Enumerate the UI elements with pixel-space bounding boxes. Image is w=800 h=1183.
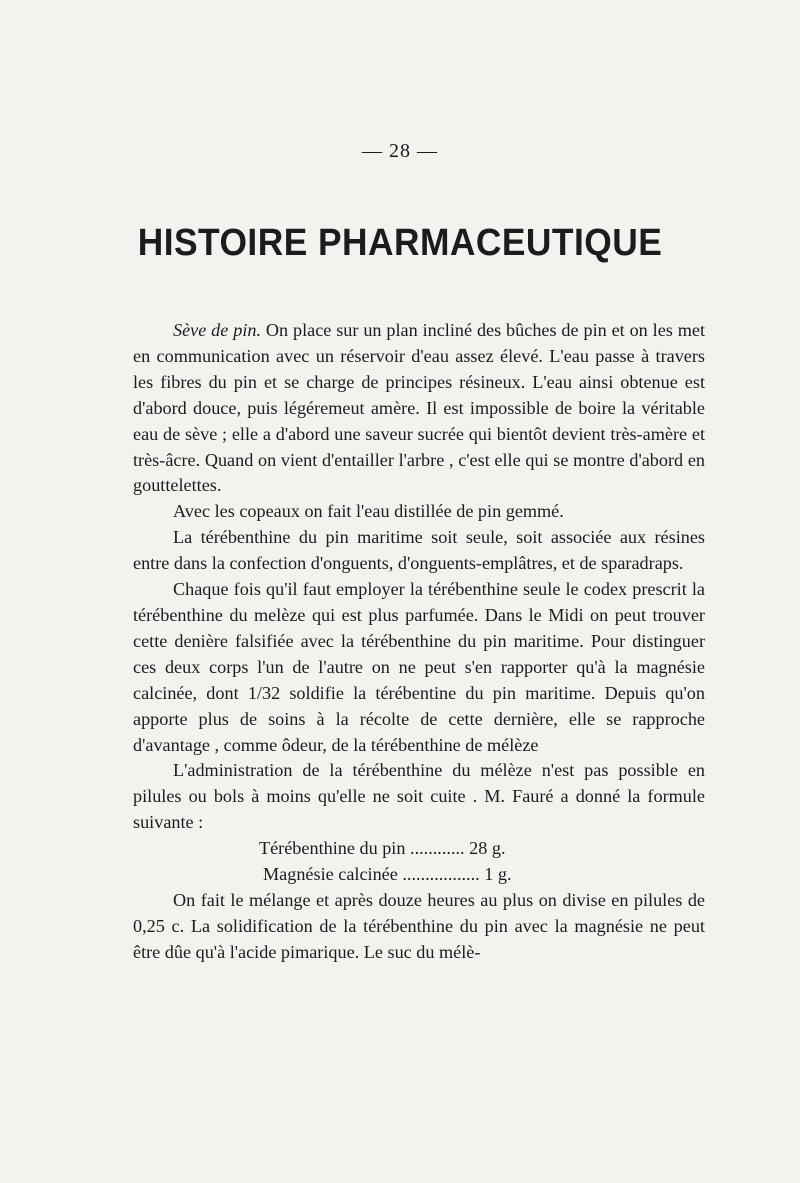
paragraph-codex: Chaque fois qu'il faut employer la térébenthine seule le codex prescrit la térébenthine du melèze qui est plus parfumée. Dans le Midi on peut trouver cette denière falsifiée avec la térébenthine du pin maritime. Pour distinguer ces deux corps l'un de l'autre on ne peut s'en rapporter qu'à la magnésie calcinée, dont 1/32 soldifie la térébentine du pin maritime. Depuis qu'on apporte plus de soins à la récolte de cette dernière, elle se rapproche d'avantage , comme ôdeur, de la térébenthine de mélèze [133,579,705,755]
formula-leader: ............ [405,838,470,859]
formula-ingredient: Térébenthine du pin [259,838,406,859]
paragraph-melange: On fait le mélange et après douze heures au plus on divise en pilules de 0,25 c. La solidification de la térébenthine du pin avec la magnésie ne peut être dûe qu'à l'acide pimarique. Le suc du mélè- [133,889,705,962]
paragraph-pin-maritime: La térébenthine du pin maritime soit seule, soit associée aux résines entre dans la confection d'onguents, d'onguents-emplâtres, et de sparadraps. [133,527,705,574]
paragraph-seve-de-pin [133,318,705,499]
formula-leader: ................. [397,864,485,885]
page-number: — 28 — [362,140,438,162]
formula-amount: 1 g. [484,864,512,885]
formula-line [133,836,705,862]
paragraph-copeaux: Avec les copeaux on fait l'eau distillée de pin gemmé. [173,501,564,522]
paragraph-lead: Sève de pin. [173,320,262,340]
body-text [133,318,705,966]
page-title: HISTOIRE PHARMACEUTIQUE [137,222,663,264]
formula-line [133,862,705,888]
paragraph-text: On place sur un plan incliné des bûches de pin et on les met en communication avec un réservoir d'eau assez élevé. L'eau passe à travers les fibres du pin et se charge de principes résineux. L'eau ainsi obtenue est d'abord douce, puis légéremeut amère. Il est impossible de boire la véritable eau de sève ; elle a d'abord une saveur sucrée qui bientôt devient très-amère et très-âcre. Quand on vient d'entailler l'arbre , c'est elle qui se montre d'abord en gouttelettes. [133,320,705,496]
paragraph-administration: L'administration de la térébenthine du mélèze n'est pas possible en pilules ou bols à moins qu'elle ne soit cuite . M. Fauré a donné la formule suivante : [133,760,705,833]
formula-ingredient: Magnésie calcinée [263,864,398,885]
formula-amount: 28 g. [469,838,506,859]
formula [133,836,705,888]
